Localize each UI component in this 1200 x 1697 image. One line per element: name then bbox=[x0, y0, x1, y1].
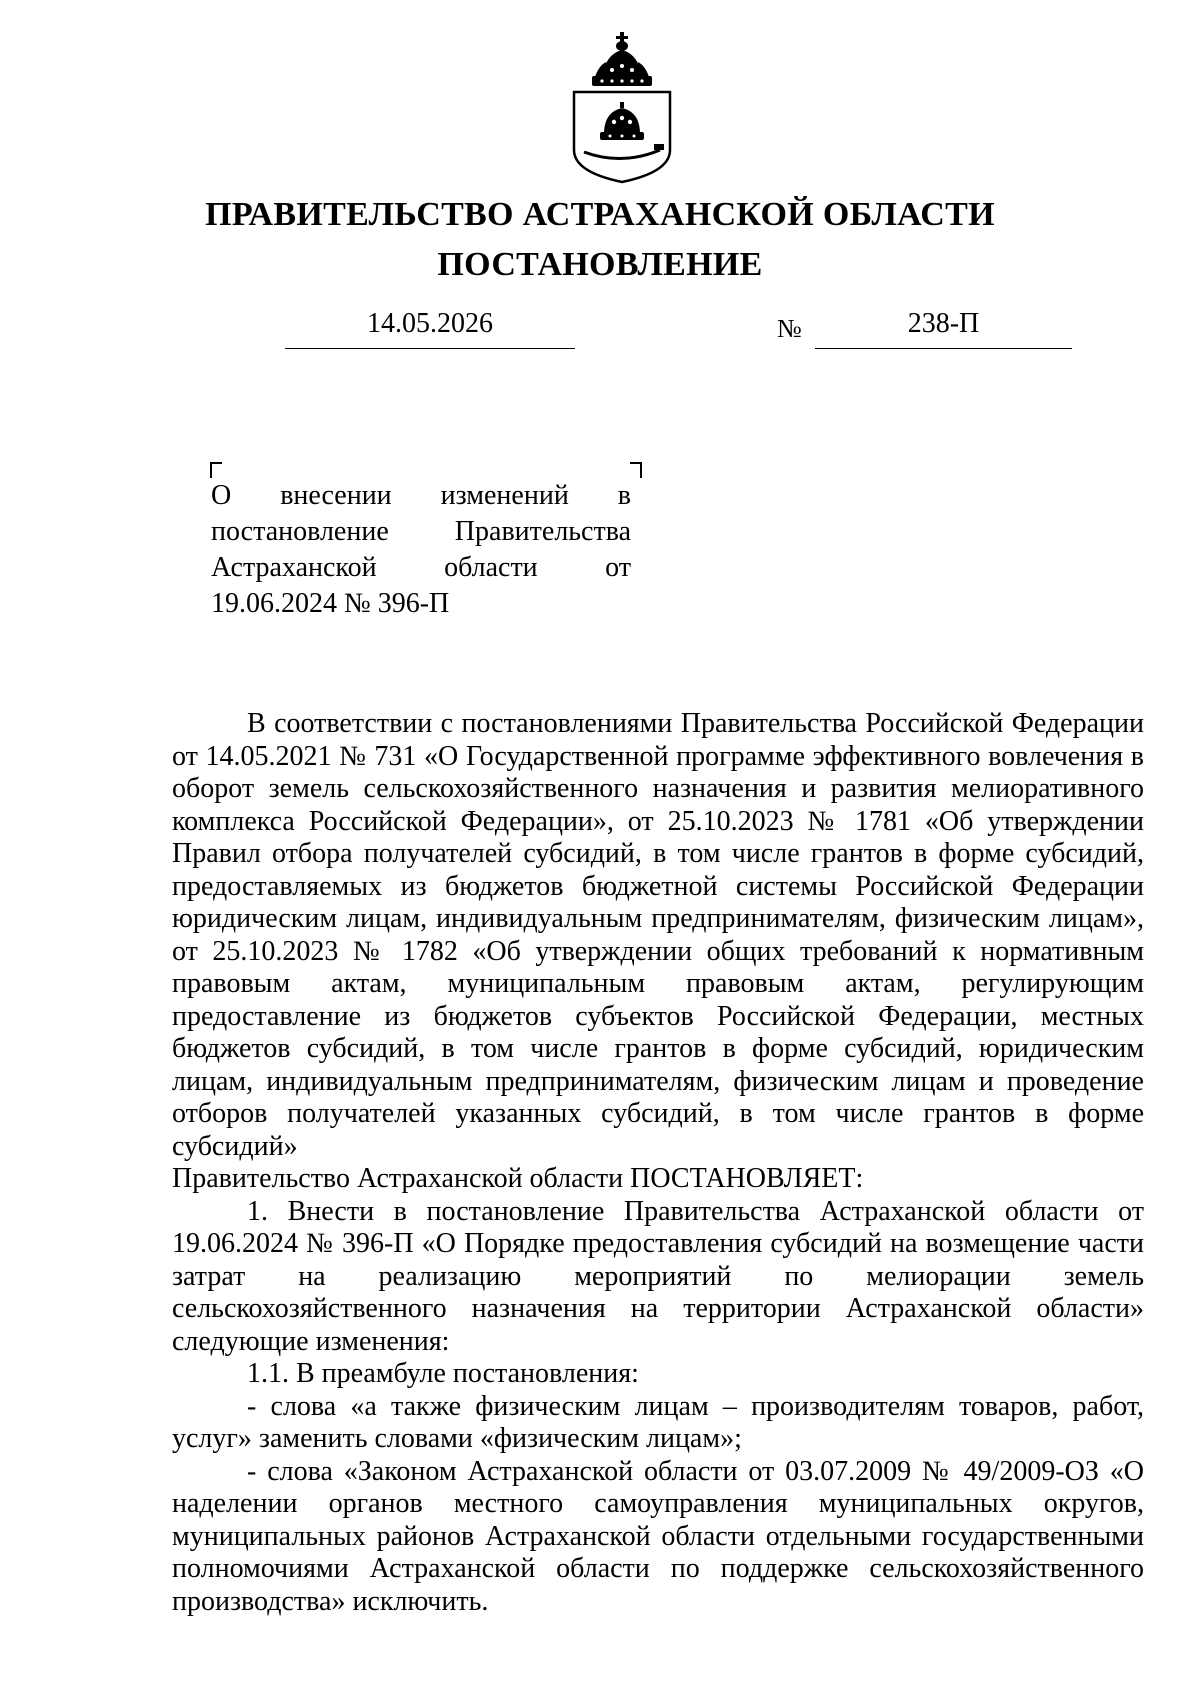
subject-corner-mark-left bbox=[210, 462, 222, 478]
document-type: ПОСТАНОВЛЕНИЕ bbox=[437, 246, 763, 283]
preamble-paragraph: В соответствии с постановлениями Правительства Российской Федерации от 14.05.2021 № 731 «О Государственной программе эффективного вовлечения в оборот земель сельскохозяйственного назначения и развития мелиоративного комплекса Российской Федерации», от 25.10.2023 № 1781 «Об утверждении Правил отбора получателей субсидий, в том числе грантов в форме субсидий, предоставляемых из бюджетов бюджетной системы Российской Федерации юридическим лицам, индивидуальным предпринимателям, физическим лицам», от 25.10.2023 № 1782 «Об утверждении общих требований к нормативным правовым актам, муниципальным правовым актам, регулирующим предоставление из бюджетов субъектов Российской Федерации, местных бюджетов субсидий, в том числе грантов в форме субсидий, юридическим лицам, индивидуальным предпринимателям, физическим лицам и проведение отборов получателей указанных субсидий, в том числе грантов в форме субсидий» bbox=[172, 708, 1144, 1162]
document-date: 14.05.2026 bbox=[367, 308, 493, 339]
organization-name: ПРАВИТЕЛЬСТВО АСТРАХАНСКОЙ ОБЛАСТИ bbox=[205, 196, 995, 233]
number-field bbox=[815, 308, 1072, 349]
clause-1-1-item-1: - слова «а также физическим лицам – производителям товаров, работ, услуг» заменить словами «физическим лицам»; bbox=[172, 1390, 1144, 1454]
date-field bbox=[285, 308, 575, 349]
document-subject: О внесении изменений в постановление Правительства Астраханской области от 19.06.2024 № 396-П bbox=[211, 480, 631, 619]
clause-1: 1. Внести в постановление Правительства Астраханской области от 19.06.2024 № 396-П «О Порядке предоставления субсидий на возмещение части затрат на реализацию мероприятий по мелиорации земель сельскохозяйственного назначения на территории Астраханской области» следующие изменения: bbox=[172, 1195, 1144, 1357]
number-sign: № bbox=[777, 314, 802, 343]
document-number: 238-П bbox=[907, 308, 980, 339]
clause-1-1: 1.1. В преамбуле постановления: bbox=[247, 1358, 639, 1389]
document-header bbox=[0, 190, 1200, 290]
coat-of-arms-emblem bbox=[562, 32, 682, 184]
subject-corner-mark-right bbox=[630, 462, 642, 478]
resolution-line: Правительство Астраханской области ПОСТАНОВЛЯЕТ: bbox=[172, 1163, 864, 1194]
document-body bbox=[172, 708, 1144, 1618]
clause-1-1-item-2: - слова «Законом Астраханской области от 03.07.2009 № 49/2009-ОЗ «О наделении органов местного самоуправления муниципальных округов, муниципальных районов Астраханской области отдельными государственными полномочиями Астраханской области по поддержке сельскохозяйственного производства» исключить. bbox=[172, 1455, 1144, 1617]
